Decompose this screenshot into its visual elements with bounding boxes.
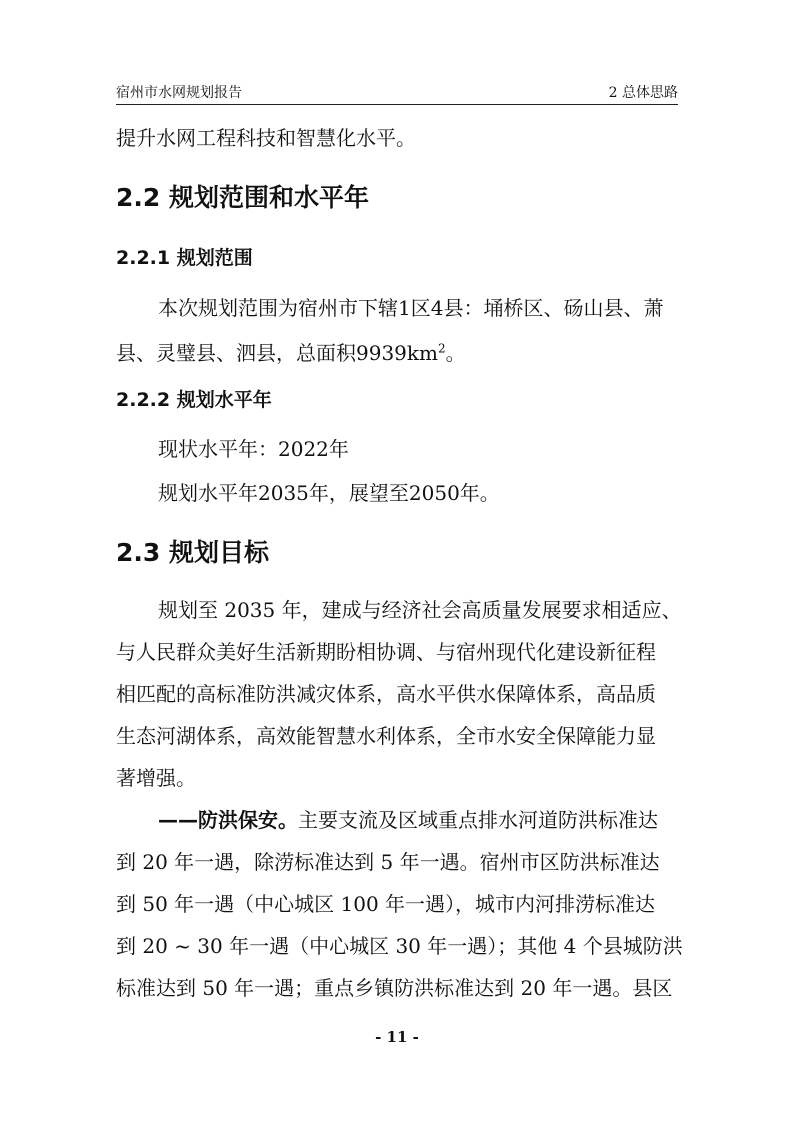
scope-text: 县、灵璧县、泗县，总面积9939km bbox=[116, 341, 438, 365]
paragraph-planning-year: 规划水平年2035年，展望至2050年。 bbox=[158, 481, 500, 505]
paragraph-goal-line1: 规划至 2035 年，建成与经济社会高质量发展要求相适应、 bbox=[158, 598, 682, 622]
running-header bbox=[116, 78, 678, 105]
paragraph-goal-line2: 与人民群众美好生活新期盼相协调、与宿州现代化建设新征程 bbox=[116, 640, 656, 664]
paragraph-scope-line2 bbox=[116, 337, 466, 366]
scope-period: 。 bbox=[445, 341, 466, 365]
paragraph-scope-line1: 本次规划范围为宿州市下辖1区4县：埇桥区、砀山县、萧 bbox=[158, 296, 664, 320]
header-report-title: 宿州市水网规划报告 bbox=[116, 85, 242, 101]
paragraph-flood-line2: 到 20 年一遇，除涝标准达到 5 年一遇。宿州市区防洪标准达 bbox=[116, 850, 660, 874]
paragraph-flood-line3: 到 50 年一遇（中心城区 100 年一遇），城市内河排涝标准达 bbox=[116, 892, 656, 916]
body-line: 提升水网工程科技和智慧化水平。 bbox=[116, 126, 416, 150]
subsection-heading-2-2-2: 2.2.2 规划水平年 bbox=[116, 389, 272, 411]
paragraph-current-year: 现状水平年：2022年 bbox=[158, 437, 349, 461]
paragraph-flood-line4: 到 20 ~ 30 年一遇（中心城区 30 年一遇）；其他 4 个县城防洪 bbox=[116, 934, 683, 958]
paragraph-flood-line5: 标准达到 50 年一遇；重点乡镇防洪标准达到 20 年一遇。县区 bbox=[116, 976, 673, 1000]
flood-lead: ——防洪保安。 bbox=[158, 808, 298, 832]
paragraph-goal-line3: 相匹配的高标准防洪减灾体系，高水平供水保障体系，高品质 bbox=[116, 682, 656, 706]
superscript-2: 2 bbox=[437, 341, 446, 356]
section-heading-2-2: 2.2 规划范围和水平年 bbox=[116, 183, 369, 212]
paragraph-goal-line4: 生态河湖体系，高效能智慧水利体系，全市水安全保障能力显 bbox=[116, 724, 656, 748]
page-number: - 11 - bbox=[375, 1028, 419, 1046]
paragraph-flood-line1 bbox=[158, 804, 658, 833]
header-chapter-title: 2 总体思路 bbox=[608, 85, 678, 101]
subsection-heading-2-2-1: 2.2.1 规划范围 bbox=[116, 247, 253, 269]
paragraph-goal-line5: 著增强。 bbox=[116, 766, 196, 790]
section-heading-2-3: 2.3 规划目标 bbox=[116, 538, 269, 567]
flood-text: 主要支流及区域重点排水河道防洪标准达 bbox=[298, 808, 658, 832]
